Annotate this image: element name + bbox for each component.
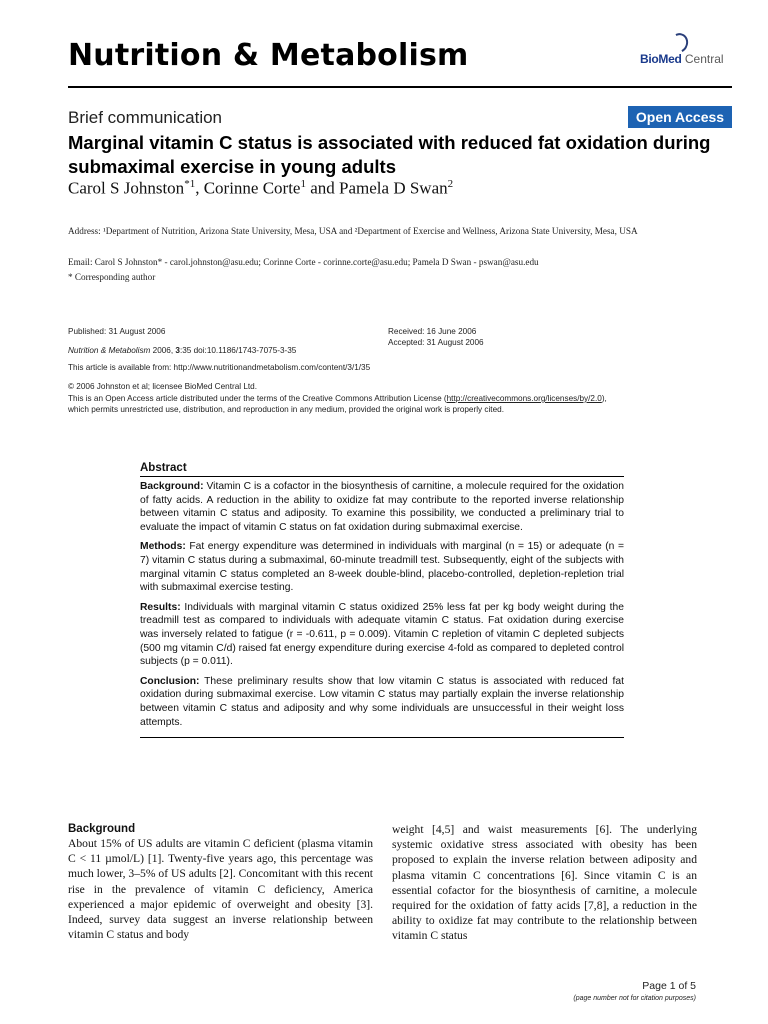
journal-title: Nutrition & Metabolism [68,38,469,73]
citation-volume: 3 [175,346,180,355]
header-rule [68,86,732,88]
abstract [140,462,624,738]
author-list [68,178,453,199]
citation-year: 2006, [150,346,176,355]
author-name: Pamela D Swan [339,178,448,198]
abstract-heading: Abstract [140,462,187,474]
page-number-note: (page number not for citation purposes) [573,995,696,1002]
biomed-central-logo [636,33,726,69]
background-heading: Background [68,823,136,835]
article-type: Brief communication [68,108,223,127]
abstract-methods [140,540,624,594]
body-column-left: About 15% of US adults are vitamin C deficient (plasma vitamin C < 11 µmol/L) [1]. Twenty-five years ago, this percentage was much lower, 3–5% of US adults [2]. Concomitant with this recent rise in the prevalence of vitamin C deficiency, America experienced a major epidemic of overweight and obesity [3]. Indeed, survey data suggest an inverse relationship between vitamin C status and body [68,837,373,942]
abstract-label: Methods: [140,541,186,553]
license-text: This is an Open Access article distributed under the terms of the Creative Commons Attribution License ( [68,394,447,403]
copyright-line: © 2006 Johnston et al; licensee BioMed Central Ltd. [68,382,258,391]
paper-title: Marginal vitamin C status is associated with reduced fat oxidation during submaximal exercise in young adults [68,132,711,177]
author-separator: and [305,178,340,198]
author-affiliation: 1 [300,178,306,190]
citation-doi: :35 doi:10.1186/1743-7075-3-35 [179,346,297,355]
corresponding-author-note: * Corresponding author [68,272,156,282]
logo-bio: BioMed [640,52,682,66]
author-name: Corinne Corte [203,178,301,198]
abstract-text: Fat energy expenditure was determined in individuals with marginal (n = 15) or adequate (n = 7) vitamin C status during a submaximal, 60-minute treadmill test. Subsequently, eight of the subjects with marginal vitamin C status completed an 8-week double-blind, placebo-controlled, depletion-repletion trial with submaximal exercise testing. [140,541,624,594]
abstract-text: These preliminary results show that low vitamin C status is associated with reduced fat oxidation during submaximal exercise. Low vitamin C status may partially explain the inverse relationship between vitamin C status and adiposity and why some individuals are unsuccessful in their weight loss attempts. [140,675,624,728]
abstract-conclusion [140,675,624,729]
license-link[interactable]: http://creativecommons.org/licenses/by/2.0 [446,394,602,403]
license-line [68,393,607,404]
abstract-label: Results: [140,601,181,613]
open-access-badge: Open Access [628,106,732,128]
abstract-results [140,601,624,669]
author-emails: Email: Carol S Johnston* - carol.johnston@asu.edu; Corinne Corte - corinne.corte@asu.edu; Pamela D Swan - pswan@asu.edu [68,257,539,267]
abstract-text: Individuals with marginal vitamin C status oxidized 25% less fat per kg body weight during the treadmill test as compared to individuals with adequate vitamin C status. Fat oxidation during exercise was inversely related to fatigue (r = -0.611, p = 0.009). Vitamin C repletion of vitamin C depleted subjects (500 mg vitamin C/d) raised fat energy expenditure during exercise 4-fold as compared to depleted control subjects (p = 0.011). [140,601,624,668]
abstract-end-rule [140,737,624,738]
received-date: Received: 16 June 2006 [388,327,477,336]
published-date: Published: 31 August 2006 [68,327,166,336]
license-line-2: which permits unrestricted use, distribution, and reproduction in any medium, provided the original work is properly cited. [68,405,504,414]
abstract-label: Background: [140,481,204,492]
accepted-date: Accepted: 31 August 2006 [388,338,484,347]
author-separator: , [195,178,204,198]
logo-central: Central [681,52,724,66]
abstract-rule [140,476,624,477]
article-url-line: This article is available from: http://www.nutritionandmetabolism.com/content/3/1/35 [68,363,371,372]
citation-line [68,345,296,356]
author-address: Address: ¹Department of Nutrition, Arizona State University, Mesa, USA and ²Department of Exercise and Wellness, Arizona State University, Mesa, USA [68,226,638,236]
citation-journal: Nutrition & Metabolism [68,346,151,355]
author-name: Carol S Johnston [68,178,185,198]
page-number: Page 1 of 5 [642,980,696,992]
abstract-text: Vitamin C is a cofactor in the biosynthesis of carnitine, a molecule required for the oxidation of fatty acids. A reduction in the ability to oxidize fat may contribute to the reported inverse relationship between vitamin C status and adiposity. To examine this possibility, we conducted a preliminary trial to evaluate the impact of vitamin C status on fat oxidation during submaximal exercise. [140,481,624,533]
author-affiliation: 2 [447,178,454,190]
abstract-label: Conclusion: [140,675,200,687]
license-text-end: ), [601,394,607,403]
logo-wordmark [640,52,724,66]
author-affiliation: *1 [184,178,196,190]
body-column-right: weight [4,5] and waist measurements [6]. The underlying systemic oxidative stress associated with obesity has been proposed to explain the inverse relation between adiposity and plasma vitamin C concentrations [6]. Since vitamin C is an essential cofactor for the biosynthesis of carnitine, a molecule required for the oxidation of fatty acids [7,8], a reduction in the ability to oxidize fat may contribute to the relationship between vitamin C status [392,823,697,943]
abstract-background [140,480,624,534]
